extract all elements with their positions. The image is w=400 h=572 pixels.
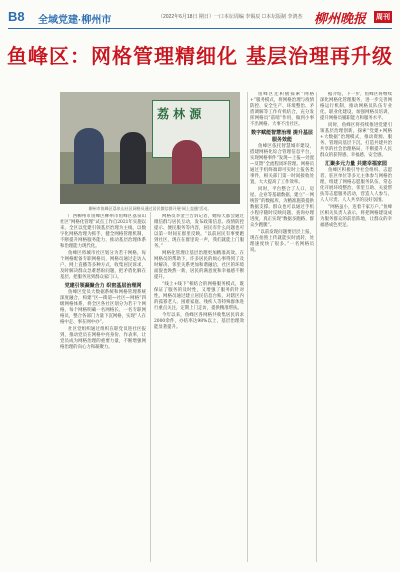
article-paragraph: 鱼峰区积极引导社会组织、志愿者、驻区单位等多元主体参与网格治理，组建了网格志愿服务队伍，常态化开展环境整治、邻里互助、关爱帮扶等志愿服务活动，营造人人参与、人人尽责、人人共享的良好氛围。 bbox=[320, 168, 392, 203]
article-paragraph: 据介绍，下一步，鱼峰区将继续深化网格化管理服务，进一步完善网格运行机制，推动网格员队伍专业化、职业化建设，加强网格员培训，提升网格员履职能力和服务水平。 bbox=[320, 92, 392, 121]
page-header bbox=[8, 6, 392, 29]
article-subheading: 党建引领凝聚合力 织密基层治理网 bbox=[64, 283, 142, 289]
column-divider bbox=[316, 92, 317, 562]
newspaper-logo: 柳州晚报 bbox=[313, 12, 366, 27]
article-paragraph: “以前发现问题要层层上报，现在拍照上传就能实时流转，处理速度快了很多。”一名网格员说。 bbox=[250, 230, 314, 253]
column-divider bbox=[150, 212, 151, 562]
article-paragraph: “网格虽小，连着千家万户。”鱼峰区相关负责人表示，将把网格建设成为服务群众的前沿阵地，让群众的幸福感成色更足。 bbox=[320, 205, 392, 228]
article-paragraph: 鱼峰区将城市社区划分为若干网格，每个网格配备专职网格员，网格员通过走访入户、网上直播等多种方式，收集居民诉求，及时解决群众急难愁盼问题，把矛盾化解在基层、把服务送到群众家门口。 bbox=[60, 251, 146, 280]
headline: 鱼峰区：网格管理精细化 基层治理再升级 bbox=[7, 44, 393, 68]
article-column-3 bbox=[250, 92, 314, 566]
news-photo bbox=[60, 92, 240, 204]
article-column-1 bbox=[60, 214, 146, 566]
article-paragraph: 网格员李金兰告诉记者，她每天都会通过微信群与居民互动，发布政策信息、疫情防控提示、便民服务等内容，居民有什么问题也可以第一时间在群里反映。“以前居民有事要跑到社区，现在在群里说一声，我们就能上门服务。” bbox=[154, 214, 244, 249]
article-column-4 bbox=[320, 92, 392, 566]
article-paragraph: “线上+线下”相结合的网格服务模式，既保证了服务的及时性，又增强了服务的针对性。网格员通过建立居民信息台账，对辖区内的孤寡老人、困难家庭、残疾人等特殊群体进行重点关注，定期上门走访，提供精准帮扶。 bbox=[154, 282, 244, 311]
page-number: B8 bbox=[8, 9, 25, 24]
sign-board-text: 荔 林 源 bbox=[157, 107, 202, 121]
article-paragraph: 社区党组织通过组织在职党员进社区报到，推动党员在网格中亮身份、作表率，让党员成为网格治理的重要力量，不断增强网格治理的向心力和凝聚力。 bbox=[60, 327, 146, 350]
section-title: 全域党建·柳州市 bbox=[38, 15, 112, 26]
article-subheading: 汇聚多元力量 共建幸福家园 bbox=[325, 161, 387, 167]
article-paragraph: 同时，平台整合了人口、房屋、企业等基础数据，建立“一网统管”的数据库，为精准施策提供数据支撑。群众也可以通过手机小程序随时反映问题、查询办理进度，真正实现“数据多跑路、群众少跑腿”。 bbox=[250, 187, 314, 228]
date-line: （2022年6月18日 期日）一口本坛周编 李锡辰 ☐本坛版制 李鸿杰 bbox=[158, 14, 303, 20]
article-paragraph: 鱼峰区党员大数据系统和网格管理系统深度融合，构建“区—街道—社区—网格”四级网格体系，将全区各社区划分为若干个网格，每个网格明确一名网格长、一名专职网格员，整合各部门力量下沉网格，实现“人在格中走、事在网中办”。 bbox=[60, 290, 146, 325]
article-column-2 bbox=[154, 214, 244, 566]
column-divider bbox=[247, 92, 248, 562]
article-subheading: 数字赋能智慧治理 提升基层服务效能 bbox=[251, 130, 313, 143]
article-paragraph: 今年以来，鱼峰区各网格共收集居民诉求2000余件，办结率达98%以上，基层治理效能显著提升。 bbox=[154, 313, 244, 330]
article-paragraph: 鱼峰区依托智慧城市建设，搭建网格化综合管理信息平台，实现网格事件“发现—上报—处置—反馈”全流程闭环管理。网格员通过手机终端即可实时上报各类事件，相关部门第一时间接收处置，大大提高了工作效率。 bbox=[250, 144, 314, 185]
edition-badge: 周刊 bbox=[374, 11, 392, 23]
article-paragraph: 网格化管理让基层治理更加精准高效。在网格员的帮助下，许多居民的烦心事得到了及时解决，邻里关系更加和谐融洽，社区的环境面貌也焕然一新，居民的满意度和幸福感不断提升。 bbox=[154, 251, 244, 280]
photo-floor bbox=[60, 184, 240, 204]
article-paragraph: 鱼峰区还积极探索“网格+”服务模式，将网格治理与疫情防控、安全生产、环境整治、矛盾调解等工作有机结合，充分发挥网格员“前哨”作用，做到小事不出网格、大事不出社区。 bbox=[250, 92, 314, 127]
article-paragraph: 广西柳州市鱼峰区柳州市鱼峰区荔泉山社区“网格化管理”试点工作自2021年实施以来，全区以党建引领基层治理为主线，以数字化网格治理为抓手，健全网格管理机制，不断提升网格服务能力，推动基层治理体系和治理能力现代化。 bbox=[60, 214, 146, 249]
article-paragraph: 同时，鱼峰区将持续推进党建引领基层治理创新，探索“党建+网格+大数据”治理模式，推动资源、服务、管理向基层下沉，打造共建共治共享的社会治理格局，不断提升人民群众的获得感、幸福感、安全感。 bbox=[320, 123, 392, 158]
photo-caption: 柳州市鱼峰区荔泉山社区网格员通过居民微信群开展“网上直播”活动。 bbox=[88, 206, 212, 211]
